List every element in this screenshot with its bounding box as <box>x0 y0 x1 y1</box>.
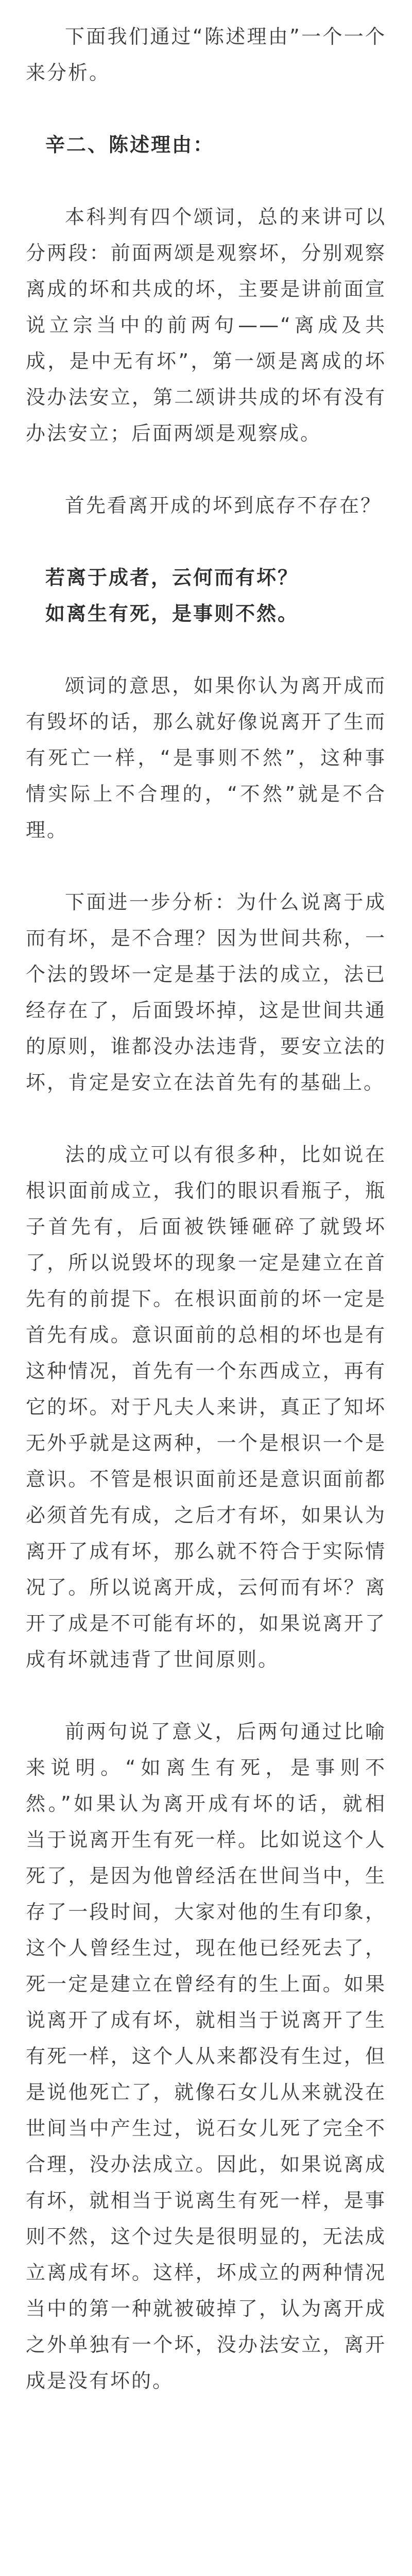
verse-meaning-paragraph: 颂词的意思，如果你认为离开成而有毁坏的话，那么就好像说离开了生而有死亡一样，“是事则不然”，这种事情实际上不合理的，“不然”就是不合理。 <box>26 674 386 841</box>
section-heading: 辛二、陈述理由： <box>45 133 215 156</box>
spacer <box>26 451 386 487</box>
verse-line-2: 如离生有死，是事则不然。 <box>45 602 299 625</box>
verse-line-1: 若离于成者，云何而有坏？ <box>45 566 299 589</box>
establishment-paragraph: 法的成立可以有很多种，比如说在根识面前成立，我们的眼识看瓶子，瓶子首先有，后面被铁锤砸碎了就毁坏了，所以说毁坏的现象一定是建立在首先有的前提下。在根识面前的坏一定是首先有成。意识面前的总相的坏也是有这种情况，首先有一个东西成立，再有它的坏。对于凡夫人来讲，真正了知坏无外乎就是这两种，一个是根识一个是意识。不管是根识面前还是意识面前都必须首先有成，之后才有坏，如果认为离开了成有坏，那么就不符合于实际情况了。所以说离开成，云何而有坏？离开了成是不可能有坏的，如果说离开了成有坏就违背了世间原则。 <box>26 1143 386 1671</box>
spacer <box>26 1677 386 1714</box>
overview-paragraph: 本科判有四个颂词，总的来讲可以分两段：前面两颂是观察坏，分别观察离成的坏和共成的坏，主要是讲前面宣说立宗当中的前两句——“离成及共成，是中无有坏”，第一颂是离成的坏没办法安立，第二颂讲共成的坏有没有办法安立；后面两颂是观察成。 <box>26 206 386 445</box>
spacer <box>26 632 386 668</box>
spacer <box>26 848 386 884</box>
intro-paragraph: 下面我们通过“陈述理由”一个一个来分析。 <box>26 25 386 84</box>
spacer <box>26 163 386 199</box>
question-paragraph: 首先看离开成的坏到底存不存在？ <box>65 494 382 517</box>
spacer <box>26 523 386 560</box>
analogy-paragraph: 前两句说了意义，后两句通过比喻来说明。“如离生有死，是事则不然。”如果认为离开成有坏的话，就相当于说离开生有死一样。比如说这个人死了，是因为他曾经活在世间当中，生存了一段时间，大家对他的生有印象，这个人曾经生过，现在他已经死去了，死一定是建立在曾经有的生上面。如果说离开了成有坏，就相当于说离开了生有死一样，这个人从来都没有生过，但是说他死亡了，就像石女儿从来就没在世间当中产生过，说石女儿死了完全不合理，没办法成立。因此，如果说离成有坏，就相当于说离生有死一样，是事则不然，这个过失是很明显的，无法成立离成有坏。这样，坏成立的两种情况当中的第一种就被破掉了，认为离开成之外单独有一个坏，没办法安立，离开成是没有坏的。 <box>26 1720 386 2392</box>
spacer <box>26 91 386 127</box>
analysis-paragraph: 下面进一步分析：为什么说离于成而有坏，是不合理？因为世间共称，一个法的毁坏一定是基于法的成立，法已经存在了，后面毁坏掉，这是世间共通的原则，谁都没办法违背，要安立法的坏，肯定是安立在法首先有的基础上。 <box>26 891 386 1094</box>
spacer <box>26 1100 386 1137</box>
